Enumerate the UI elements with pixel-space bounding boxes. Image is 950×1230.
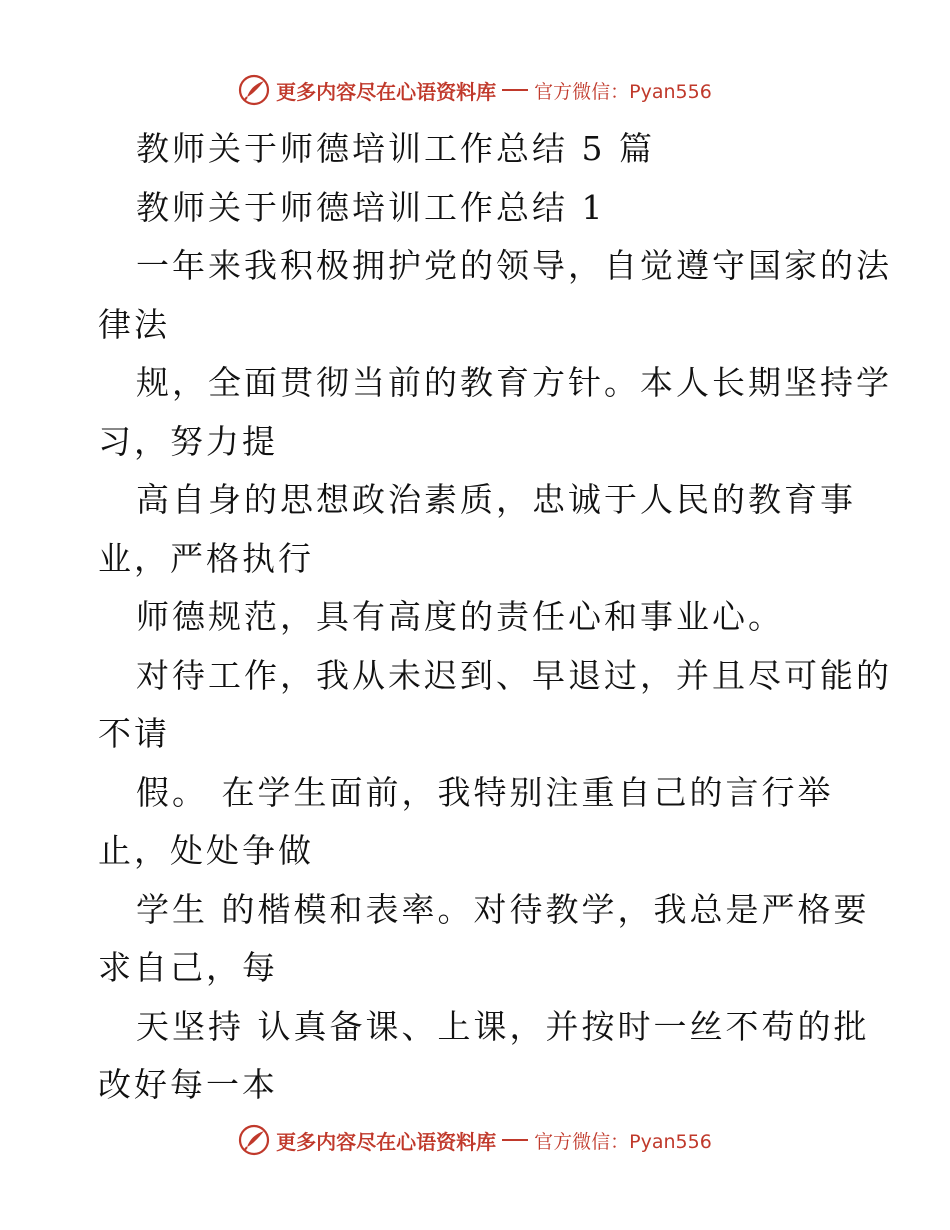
text-line: 止，处处争做 xyxy=(98,831,314,870)
text-line: 求自己，每 xyxy=(98,948,278,987)
quill-logo-icon xyxy=(238,1124,270,1156)
text-line: 学生 的楷模和表率。对待教学，我总是严格要 xyxy=(136,889,870,929)
document-title: 教师关于师德培训工作总结 5 篇 xyxy=(136,129,655,168)
banner-title: 更多内容尽在心语资料库 xyxy=(276,1129,497,1154)
text-line: 规，全面贯彻当前的教育方针。本人长期坚持学 xyxy=(136,363,892,402)
text-line: 习，努力提 xyxy=(98,421,278,461)
footer-banner xyxy=(0,1122,950,1158)
banner-subtitle: 官方微信：Pyan556 xyxy=(534,80,712,103)
banner-divider xyxy=(502,1139,528,1141)
text-line: 不请 xyxy=(98,714,170,753)
text-line: 师德规范，具有高度的责任心和事业心。 xyxy=(136,597,784,636)
banner-title: 更多内容尽在心语资料库 xyxy=(276,79,497,104)
banner-divider xyxy=(502,89,528,91)
section-heading: 教师关于师德培训工作总结 1 xyxy=(136,187,606,227)
text-line: 改好每一本 xyxy=(98,1065,278,1104)
text-line: 对待工作，我从未迟到、早退过，并且尽可能的 xyxy=(136,655,892,695)
text-line: 一年来我积极拥护党的领导，自觉遵守国家的法 xyxy=(136,246,892,285)
quill-logo-icon xyxy=(238,74,270,106)
document-body xyxy=(98,120,892,1115)
text-line: 高自身的思想政治素质，忠诚于人民的教育事 xyxy=(136,480,856,519)
text-line: 律法 xyxy=(98,304,170,344)
text-line: 天坚持 认真备课、上课，并按时一丝不苟的批 xyxy=(136,1006,870,1046)
header-banner xyxy=(0,72,950,108)
text-line: 业，严格执行 xyxy=(98,538,314,578)
banner-subtitle: 官方微信：Pyan556 xyxy=(534,1130,712,1153)
text-line: 假。 在学生面前，我特别注重自己的言行举 xyxy=(136,772,834,812)
